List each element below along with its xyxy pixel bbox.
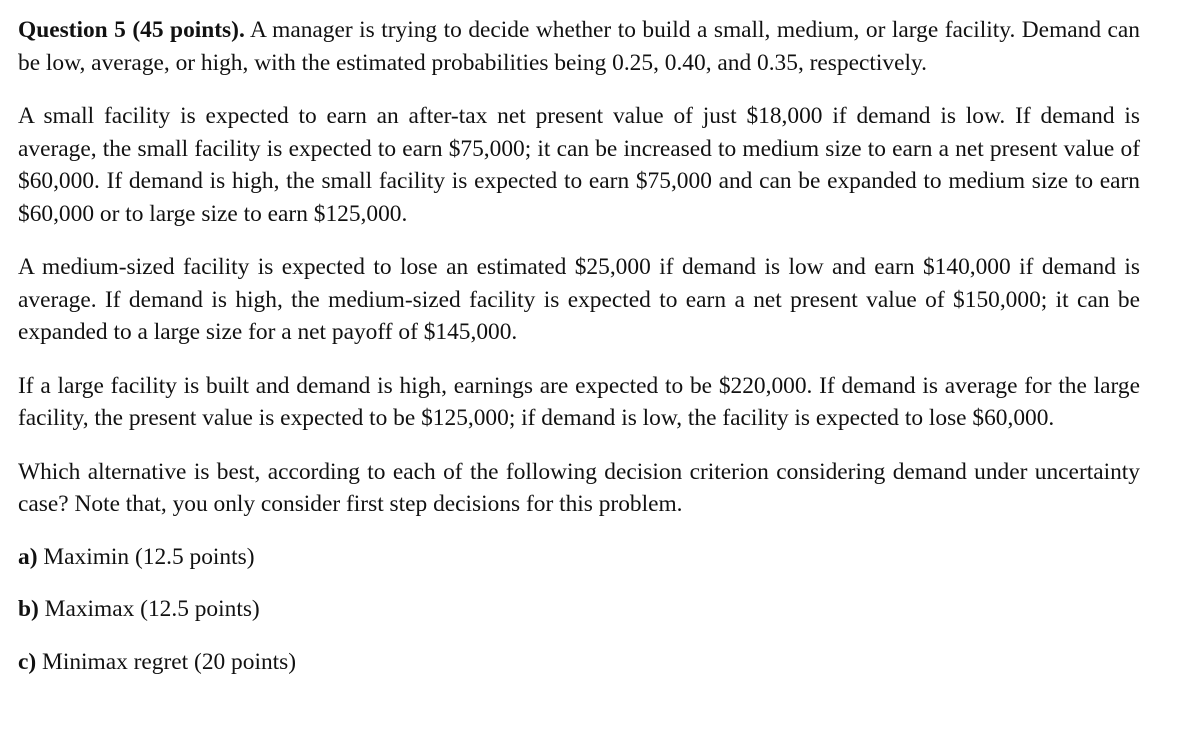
instructions-paragraph: Which alternative is best, according to each of the following decision criterion considering demand under uncertainty case? Note that, you only consider first step decisions for this problem.	[18, 458, 1140, 517]
large-facility-paragraph: If a large facility is built and demand is high, earnings are expected to be $220,000. If demand is average for the large facility, the present value is expected to be $125,000; if demand is low, the facility is expected to lose $60,000.	[18, 372, 1140, 431]
part-b-text: Maximax (12.5 points)	[44, 596, 260, 622]
question-intro-text: A manager is trying to decide whether to build a small, medium, or large facility. Demand can be low, average, or high, with the estimated probabilities being 0.25, 0.40, and 0.35, respectively.	[18, 17, 1140, 76]
part-b-letter: b)	[18, 596, 39, 622]
part-b	[18, 593, 1140, 626]
part-c-letter: c)	[18, 648, 37, 675]
part-c-text: Minimax regret (20 points)	[42, 648, 297, 675]
part-a-text: Maximin (12.5 points)	[43, 543, 255, 570]
question-heading: Question 5 (45 points).	[18, 17, 245, 43]
question-document	[18, 14, 1140, 678]
medium-facility-paragraph: A medium-sized facility is expected to lose an estimated $25,000 if demand is low and earn $140,000 if demand is average. If demand is high, the medium-sized facility is expected to earn a net present value of $150,000; it can be expanded to a large size for a net payoff of $145,000.	[18, 254, 1140, 345]
part-c	[18, 646, 1140, 679]
small-facility-paragraph: A small facility is expected to earn an after-tax net present value of just $18,000 if demand is low. If demand is average, the small facility is expected to earn $75,000; it can be increased to medium size to earn a net present value of $60,000. If demand is high, the small facility is expected to earn $75,000 and can be expanded to medium size to earn $60,000 or to large size to earn $125,000.	[18, 103, 1140, 227]
part-a	[18, 541, 1140, 574]
part-a-letter: a)	[18, 543, 38, 570]
question-intro-paragraph	[18, 14, 1140, 79]
